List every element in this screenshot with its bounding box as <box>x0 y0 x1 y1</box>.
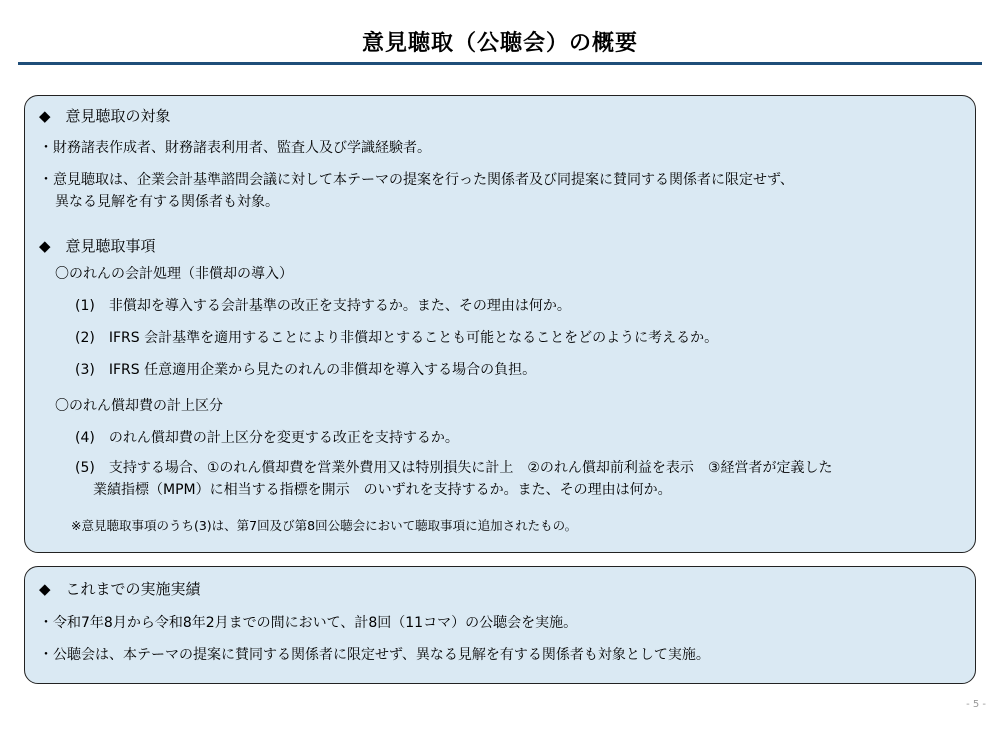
items-heading: ◆ 意見聴取事項 <box>39 237 156 255</box>
target-bullet-2-line-1: ・意見聴取は、企業会計基準諮問会議に対して本テーマの提案を行った関係者及び同提案に賛同する関係者に限定せず、 <box>39 172 794 188</box>
title-underline <box>18 62 982 65</box>
track-record-panel <box>24 566 976 684</box>
footnote: ※意見聴取事項のうち(3)は、第7回及び第8回公聴会において聴取事項に追加されたもの。 <box>71 518 578 533</box>
question-3: (3) IFRS 任意適用企業から見たのれんの非償却を導入する場合の負担。 <box>75 362 537 378</box>
page-number: - 5 - <box>966 699 986 710</box>
question-2: (2) IFRS 会計基準を適用することにより非償却とすることも可能となることをどのように考えるか。 <box>75 330 719 346</box>
track-record-bullet-2: ・公聴会は、本テーマの提案に賛同する関係者に限定せず、異なる見解を有する関係者も対象として実施。 <box>39 647 710 663</box>
group-2-title: 〇のれん償却費の計上区分 <box>55 398 223 414</box>
page-title: 意見聴取（公聴会）の概要 <box>361 31 638 56</box>
group-1-title: 〇のれんの会計処理（非償却の導入） <box>55 266 293 282</box>
question-5-line-2: 業績指標（MPM）に相当する指標を開示 のいずれを支持するか。また、その理由は何か。 <box>93 482 672 498</box>
question-4: (4) のれん償却費の計上区分を変更する改正を支持するか。 <box>75 430 459 446</box>
track-record-heading: ◆ これまでの実施実績 <box>39 580 201 598</box>
hearing-scope-panel <box>24 95 976 553</box>
target-bullet-1: ・財務諸表作成者、財務諸表利用者、監査人及び学識経験者。 <box>39 140 431 156</box>
target-bullet-2-line-2: 異なる見解を有する関係者も対象。 <box>55 194 279 210</box>
question-1: (1) 非償却を導入する会計基準の改正を支持するか。また、その理由は何か。 <box>75 298 571 314</box>
track-record-bullet-1: ・令和7年8月から令和8年2月までの間において、計8回（11コマ）の公聴会を実施。 <box>39 615 578 631</box>
question-5-line-1: (5) 支持する場合、①のれん償却費を営業外費用又は特別損失に計上 ②のれん償却前利益を表示 ③経営者が定義した <box>75 460 833 476</box>
target-heading: ◆ 意見聴取の対象 <box>39 107 171 125</box>
